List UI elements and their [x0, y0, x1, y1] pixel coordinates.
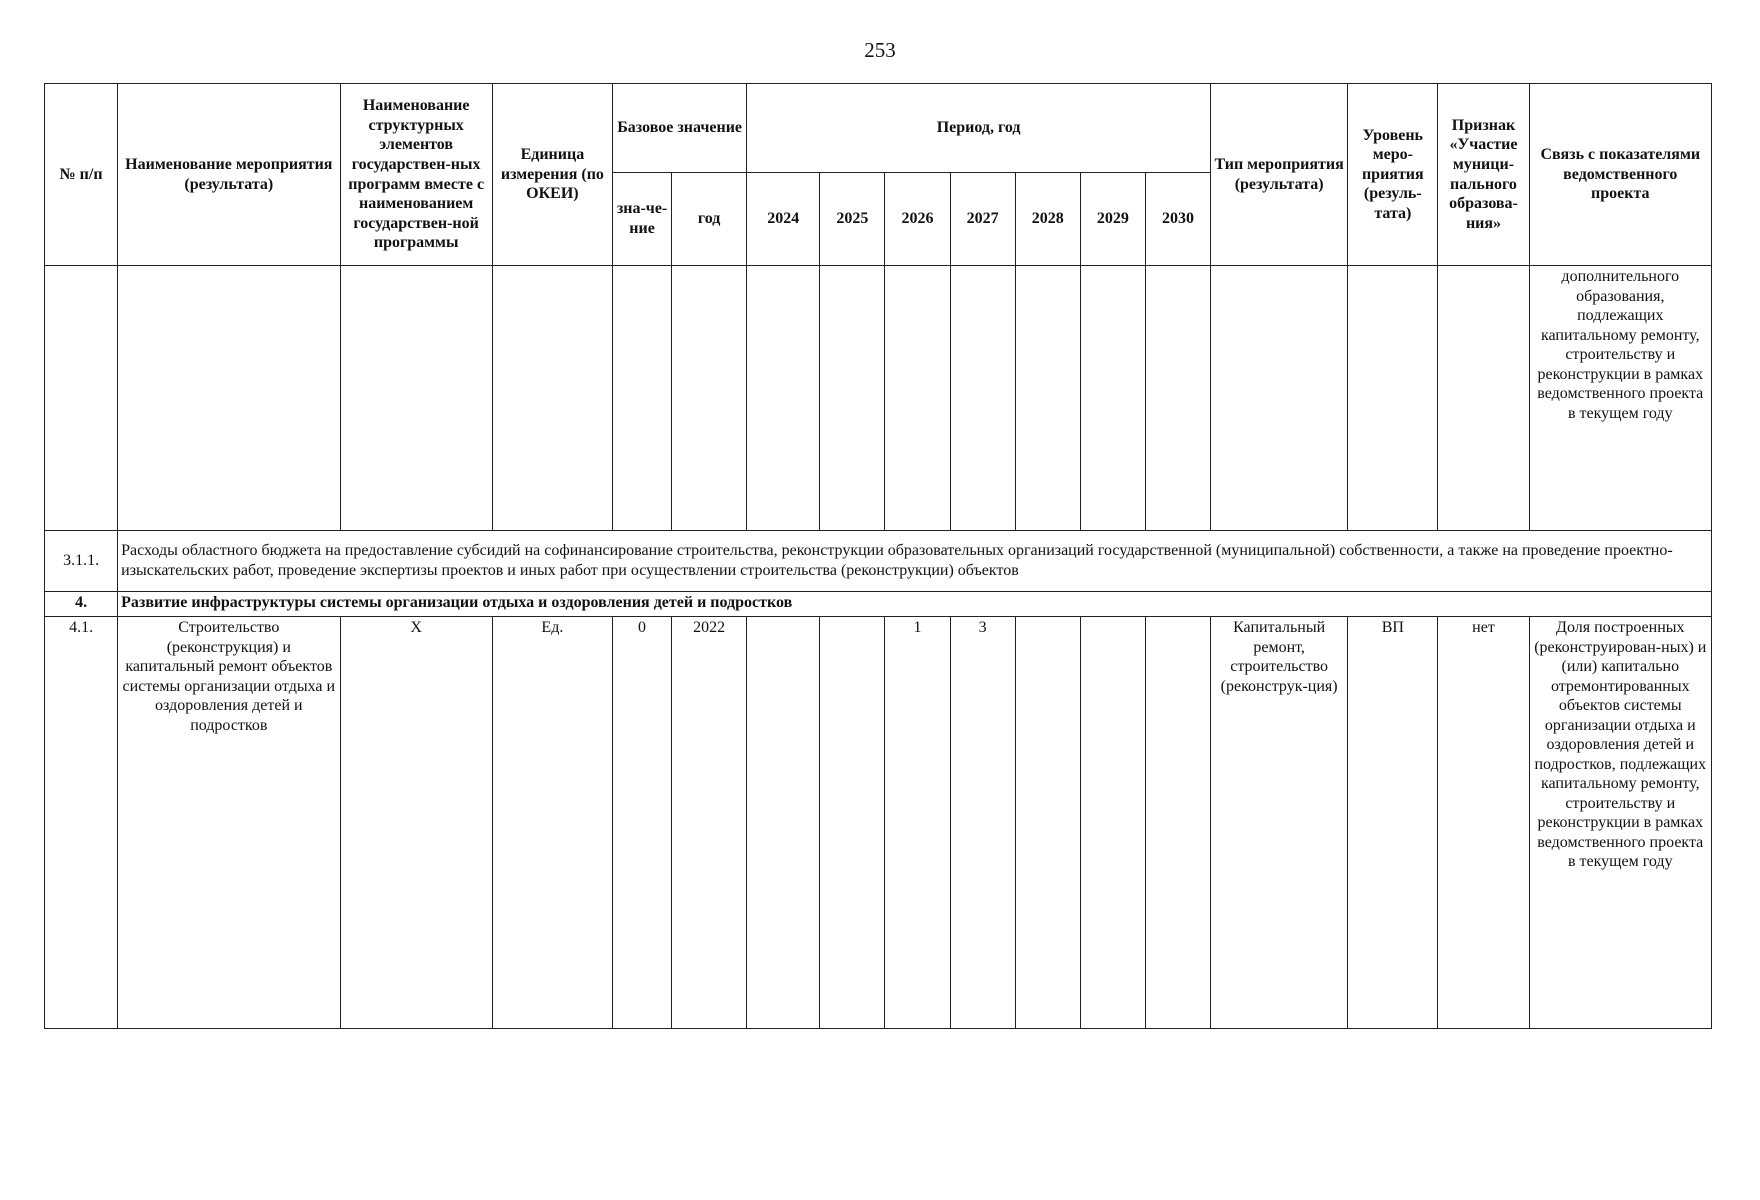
- cell: [612, 266, 671, 531]
- header-struct: Наименование структурных элементов государствен-ных программ вместе с наименованием государствен-ной программы: [340, 84, 492, 266]
- row-4-1: [45, 617, 1712, 1029]
- cell: [950, 266, 1015, 531]
- row-4-1-type: Капитальный ремонт, строительство (реконструк-ция): [1211, 617, 1348, 1029]
- header-unit: Единица измерения (по ОКЕИ): [492, 84, 612, 266]
- header-type: Тип мероприятия (результата): [1211, 84, 1348, 266]
- row-4-1-2028: [1015, 617, 1080, 1029]
- row-4-num: 4.: [45, 592, 118, 617]
- row-3-1-1-num: 3.1.1.: [45, 531, 118, 592]
- row-3-1-1-text: Расходы областного бюджета на предоставление субсидий на софинансирование строительства, реконструкции образовательных организаций государственной (муниципальной) собственности, а также на проведение проектно-изыскательских работ, проведение экспертизы проектов и иных работ при осуществлении строительства (реконструкции) объектов: [118, 531, 1712, 592]
- header-year-2025: 2025: [820, 173, 885, 266]
- header-base-year: год: [672, 173, 747, 266]
- cell: [885, 266, 950, 531]
- header-year-2027: 2027: [950, 173, 1015, 266]
- header-year-2024: 2024: [747, 173, 820, 266]
- cell: [747, 266, 820, 531]
- cell: [1145, 266, 1210, 531]
- measures-table: [44, 83, 1712, 1029]
- row-4-1-2030: [1145, 617, 1210, 1029]
- row-3-1-1: [45, 531, 1712, 592]
- header-base: Базовое значение: [612, 84, 746, 173]
- row-4-1-struct: Х: [340, 617, 492, 1029]
- row-4-1-num: 4.1.: [45, 617, 118, 1029]
- header-num: № п/п: [45, 84, 118, 266]
- row-4-1-base-value: 0: [612, 617, 671, 1029]
- row-4-1-2029: [1080, 617, 1145, 1029]
- cell: [1348, 266, 1438, 531]
- row-4-1-level: ВП: [1348, 617, 1438, 1029]
- cell: [340, 266, 492, 531]
- header-year-2029: 2029: [1080, 173, 1145, 266]
- cell: [1438, 266, 1529, 531]
- cell: [45, 266, 118, 531]
- row-4-1-unit: Ед.: [492, 617, 612, 1029]
- row-4-1-base-year: 2022: [672, 617, 747, 1029]
- cell: [1015, 266, 1080, 531]
- continuation-row: [45, 266, 1712, 531]
- header-level: Уровень меро-приятия (резуль-тата): [1348, 84, 1438, 266]
- row-4: [45, 592, 1712, 617]
- row-4-1-2026: 1: [885, 617, 950, 1029]
- header-row-1: [45, 84, 1712, 173]
- cell: [492, 266, 612, 531]
- cell: [1211, 266, 1348, 531]
- row-4-1-link: Доля построенных (реконструирован-ных) и (или) капитально отремонтированных объектов системы организации отдыха и оздоровления детей и подростков, подлежащих капитальному ремонту, строительству и реконструкции в рамках ведомственного проекта в текущем году: [1529, 617, 1711, 1029]
- row-4-1-2024: [747, 617, 820, 1029]
- cell: [820, 266, 885, 531]
- header-link: Связь с показателями ведомственного проекта: [1529, 84, 1711, 266]
- header-period: Период, год: [747, 84, 1211, 173]
- cell: [672, 266, 747, 531]
- header-year-2028: 2028: [1015, 173, 1080, 266]
- row-4-1-2025: [820, 617, 885, 1029]
- row-4-text: Развитие инфраструктуры системы организации отдыха и оздоровления детей и подростков: [118, 592, 1712, 617]
- header-base-value: зна-че-ние: [612, 173, 671, 266]
- header-name: Наименование мероприятия (результата): [118, 84, 340, 266]
- row-4-1-name: Строительство (реконструкция) и капитальный ремонт объектов системы организации отдыха и оздоровления детей и подростков: [118, 617, 340, 1029]
- header-municipal: Признак «Участие муници-пального образова-ния»: [1438, 84, 1529, 266]
- page-number: 253: [864, 38, 896, 62]
- cell: [118, 266, 340, 531]
- header-year-2030: 2030: [1145, 173, 1210, 266]
- continuation-link-text: дополнительного образования, подлежащих капитальному ремонту, строительству и реконструкции в рамках ведомственного проекта в текущем году: [1529, 266, 1711, 531]
- header-year-2026: 2026: [885, 173, 950, 266]
- row-4-1-2027: 3: [950, 617, 1015, 1029]
- cell: [1080, 266, 1145, 531]
- row-4-1-municipal: нет: [1438, 617, 1529, 1029]
